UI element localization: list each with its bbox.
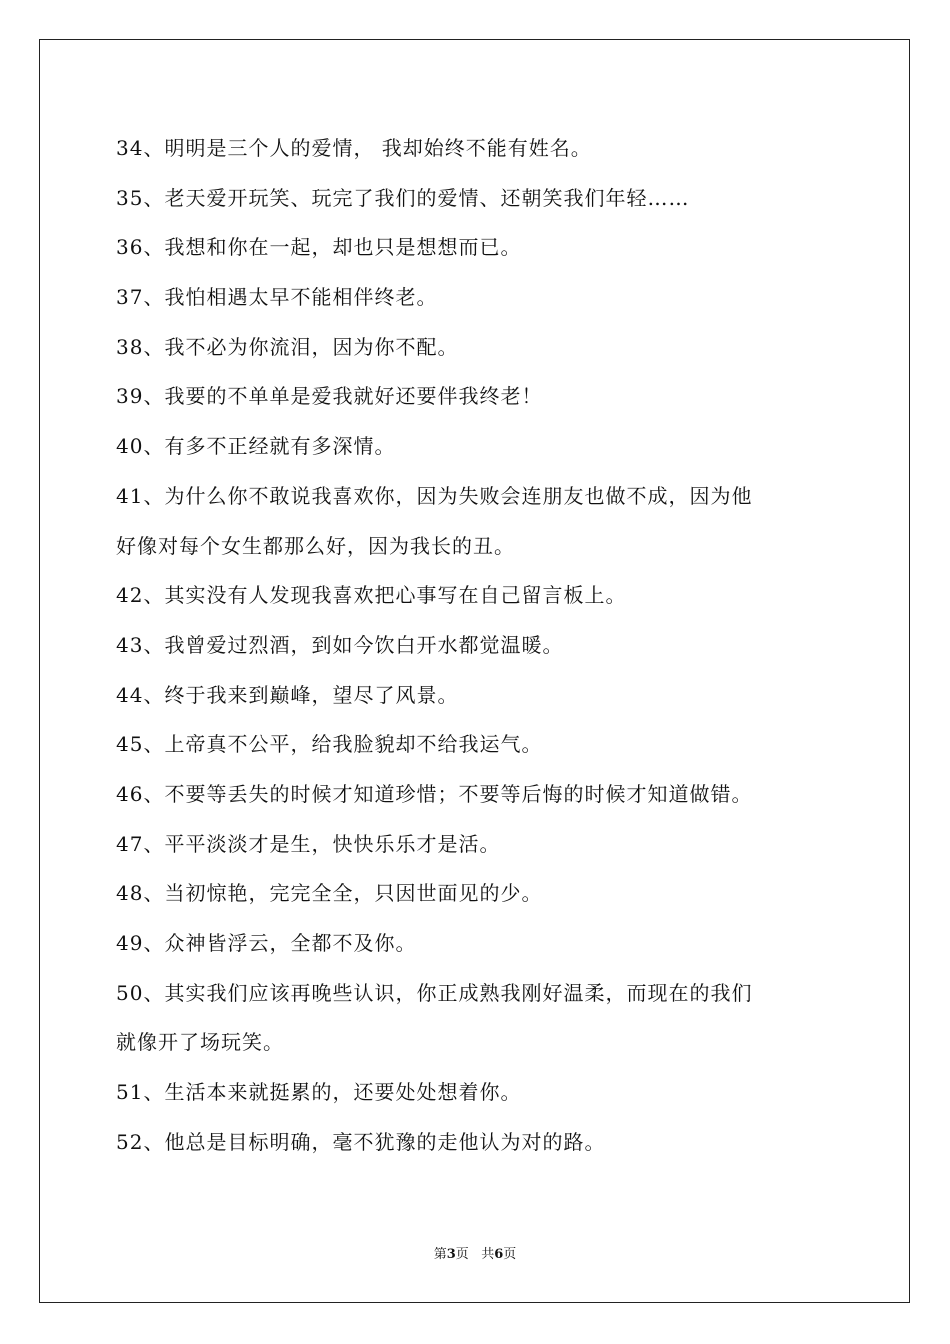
text-line: 41、为什么你不敢说我喜欢你，因为失败会连朋友也做不成，因为他 — [116, 483, 753, 508]
text-line: 49、众神皆浮云，全都不及你。 — [116, 931, 417, 955]
text-line: 39、我要的不单单是爱我就好还要伴我终老！ — [116, 384, 543, 409]
text-line: 50、其实我们应该再晚些认识，你正成熟我刚好温柔，而现在的我们 — [116, 980, 753, 1005]
text-line: 51、生活本来就挺累的，还要处处想着你。 — [116, 1080, 522, 1105]
text-line: 35、老天爱开玩笑、玩完了我们的爱情、还朝笑我们年轻…… — [116, 185, 690, 210]
total-prefix: 共 — [481, 1247, 495, 1262]
text-line: 46、不要等丢失的时候才知道珍惜；不要等后悔的时候才知道做错。 — [116, 781, 753, 806]
page-total: 6 — [494, 1247, 504, 1262]
text-line: 42、其实没有人发现我喜欢把心事写在自己留言板上。 — [116, 583, 627, 608]
document-body — [116, 124, 836, 1167]
text-line: 43、我曾爱过烈酒，到如今饮白开水都觉温暖。 — [116, 632, 564, 657]
text-line: 38、我不必为你流泪，因为你不配。 — [116, 334, 459, 359]
text-line: 45、上帝真不公平，给我脸貌却不给我运气。 — [116, 732, 543, 757]
text-line: 37、我怕相遇太早不能相伴终老。 — [116, 285, 438, 310]
page-prefix: 第 — [433, 1247, 447, 1262]
text-line: 47、平平淡淡才是生，快快乐乐才是活。 — [116, 831, 501, 856]
page-footer — [0, 1246, 950, 1264]
text-line: 34、明明是三个人的爱情， 我却始终不能有姓名。 — [116, 136, 592, 160]
text-line: 36、我想和你在一起，却也只是想想而已。 — [116, 235, 522, 260]
text-line: 52、他总是目标明确，毫不犹豫的走他认为对的路。 — [116, 1129, 606, 1154]
total-suffix: 页 — [503, 1247, 517, 1262]
page-current: 3 — [446, 1247, 456, 1262]
text-line: 40、有多不正经就有多深情。 — [116, 434, 396, 459]
text-line: 就像开了场玩笑。 — [116, 1030, 284, 1055]
text-line: 好像对每个女生都那么好，因为我长的丑。 — [116, 533, 515, 558]
text-line: 44、终于我来到巅峰，望尽了风景。 — [116, 682, 459, 707]
page-suffix: 页 — [455, 1247, 469, 1262]
text-line: 48、当初惊艳，完完全全，只因世面见的少。 — [116, 881, 543, 906]
